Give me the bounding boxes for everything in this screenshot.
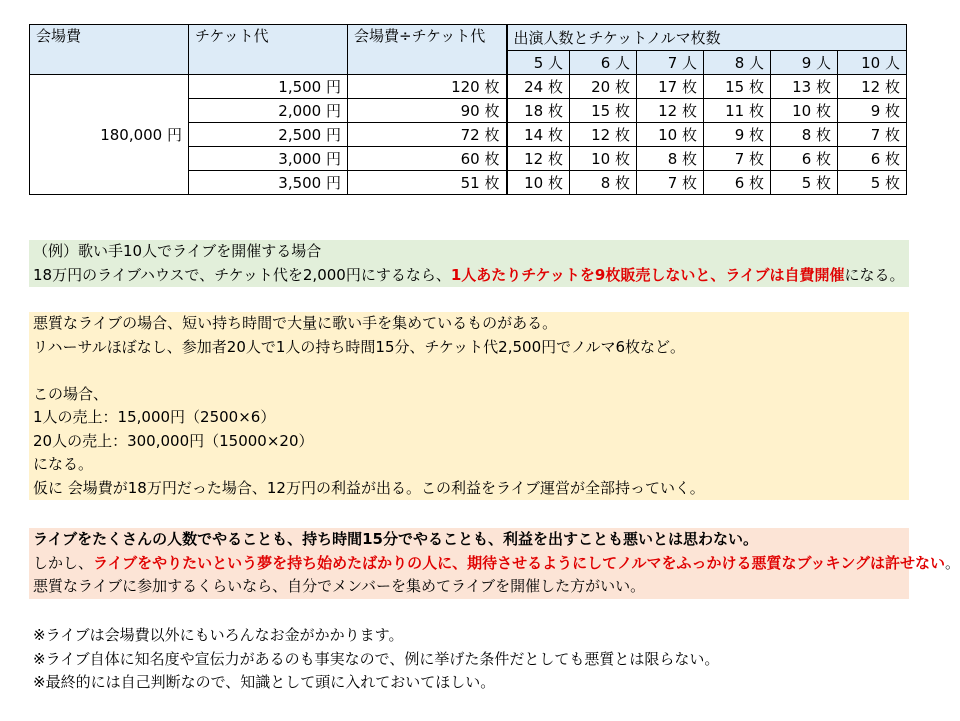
notes-section (29, 624, 909, 695)
paragraph-line: 仮に 会場費が18万円だった場合、12万円の利益が出る。この利益をライブ運営が全部持っていく。 (33, 478, 705, 497)
opinion-section (29, 528, 960, 599)
quota-cell: 10 枚 (507, 171, 570, 195)
quota-cell: 10 枚 (637, 123, 704, 147)
quota-cell: 15 枚 (704, 75, 771, 99)
performer-count-header: 10 人 (838, 51, 907, 75)
paragraph-line: この場合、 (33, 384, 109, 403)
opinion-emphasis: ライブをやりたいという夢を持ち始めたばかりの人に、期待させるようにしてノルマをふっかける悪質なブッキングは許せない (93, 553, 946, 572)
quota-cell: 7 枚 (637, 171, 704, 195)
quota-cell: 10 枚 (771, 99, 838, 123)
quota-cell: 13 枚 (771, 75, 838, 99)
paragraph-line: 20人の売上：300,000円（15000×20） (33, 431, 314, 450)
quota-cell: 7 枚 (838, 123, 907, 147)
example-text: 18万円のライブハウスで、チケット代を2,000円にするなら、1人あたりチケットを9枚販売しないと、ライブは自費開催になる。 (33, 265, 905, 284)
quota-cell: 20 枚 (570, 75, 637, 99)
table-row (30, 75, 907, 99)
quota-cell: 14 枚 (507, 123, 570, 147)
venue-fee-value: 180,000 円 (30, 75, 189, 195)
quota-cell: 5 枚 (771, 171, 838, 195)
opinion-text: しかし、ライブをやりたいという夢を持ち始めたばかりの人に、期待させるようにしてノルマをふっかける悪質なブッキングは許せない。 (33, 553, 960, 572)
performer-count-header: 5 人 (507, 51, 570, 75)
quota-cell: 9 枚 (704, 123, 771, 147)
quota-cell: 15 枚 (570, 99, 637, 123)
quota-cell: 12 枚 (637, 99, 704, 123)
total-tickets-cell: 120 枚 (348, 75, 507, 99)
example-heading: （例）歌い手10人でライブを開催する場合 (33, 242, 322, 260)
performers-group-header: 出演人数とチケットノルマ枚数 (507, 25, 907, 51)
note-line: ※ライブ自体に知名度や宣伝力があるのも事実なので、例に挙げた条件だとしても悪質とは限らない。 (33, 649, 720, 668)
quota-cell: 6 枚 (838, 147, 907, 171)
ticket-price-cell: 2,000 円 (189, 99, 348, 123)
quota-cell: 17 枚 (637, 75, 704, 99)
quota-cell: 7 枚 (704, 147, 771, 171)
example-emphasis: 1人あたりチケットを9枚販売しないと、ライブは自費開催 (450, 265, 845, 284)
quota-cell: 12 枚 (507, 147, 570, 171)
total-tickets-cell: 72 枚 (348, 123, 507, 147)
bad-live-section (29, 312, 909, 500)
example-section (29, 240, 909, 287)
opinion-heading: ライブをたくさんの人数でやることも、持ち時間15分でやることも、利益を出すことも悪いとは思わない。 (33, 530, 758, 548)
total-tickets-cell: 90 枚 (348, 99, 507, 123)
quota-cell: 8 枚 (637, 147, 704, 171)
quota-cell: 12 枚 (838, 75, 907, 99)
quota-cell: 12 枚 (570, 123, 637, 147)
ticket-price-cell: 2,500 円 (189, 123, 348, 147)
paragraph-line: になる。 (33, 455, 94, 473)
ticket-quota-table (29, 24, 907, 195)
paragraph-line: リハーサルほぼなし、参加者20人で1人の持ち時間15分、チケット代2,500円でノルマ6枚など。 (33, 337, 686, 356)
quota-cell: 6 枚 (771, 147, 838, 171)
ticket-price-header: チケット代 (189, 25, 348, 75)
venue-fee-header: 会場費 (30, 25, 189, 75)
performer-count-header: 9 人 (771, 51, 838, 75)
quota-cell: 5 枚 (838, 171, 907, 195)
performer-count-header: 7 人 (637, 51, 704, 75)
opinion-text: 悪質なライブに参加するくらいなら、自分でメンバーを集めてライブを開催した方がいい。 (33, 577, 646, 595)
total-tickets-cell: 60 枚 (348, 147, 507, 171)
ticket-price-cell: 3,500 円 (189, 171, 348, 195)
performer-count-header: 8 人 (704, 51, 771, 75)
quota-cell: 6 枚 (704, 171, 771, 195)
paragraph-line: 1人の売上：15,000円（2500×6） (33, 408, 276, 426)
note-line: ※ライブは会場費以外にもいろんなお金がかかります。 (33, 626, 404, 644)
note-line: ※最終的には自己判断なので、知識として頭に入れておいてほしい。 (33, 673, 496, 691)
quota-cell: 10 枚 (570, 147, 637, 171)
quota-cell: 24 枚 (507, 75, 570, 99)
quota-cell: 18 枚 (507, 99, 570, 123)
paragraph-line: 悪質なライブの場合、短い持ち時間で大量に歌い手を集めているものがある。 (33, 314, 558, 332)
quota-cell: 9 枚 (838, 99, 907, 123)
quota-cell: 11 枚 (704, 99, 771, 123)
performer-count-header: 6 人 (570, 51, 637, 75)
table-header-row (30, 25, 907, 51)
ticket-price-cell: 1,500 円 (189, 75, 348, 99)
total-tickets-cell: 51 枚 (348, 171, 507, 195)
quota-cell: 8 枚 (570, 171, 637, 195)
fee-div-ticket-header: 会場費÷チケット代 (348, 25, 507, 75)
quota-cell: 8 枚 (771, 123, 838, 147)
ticket-price-cell: 3,000 円 (189, 147, 348, 171)
